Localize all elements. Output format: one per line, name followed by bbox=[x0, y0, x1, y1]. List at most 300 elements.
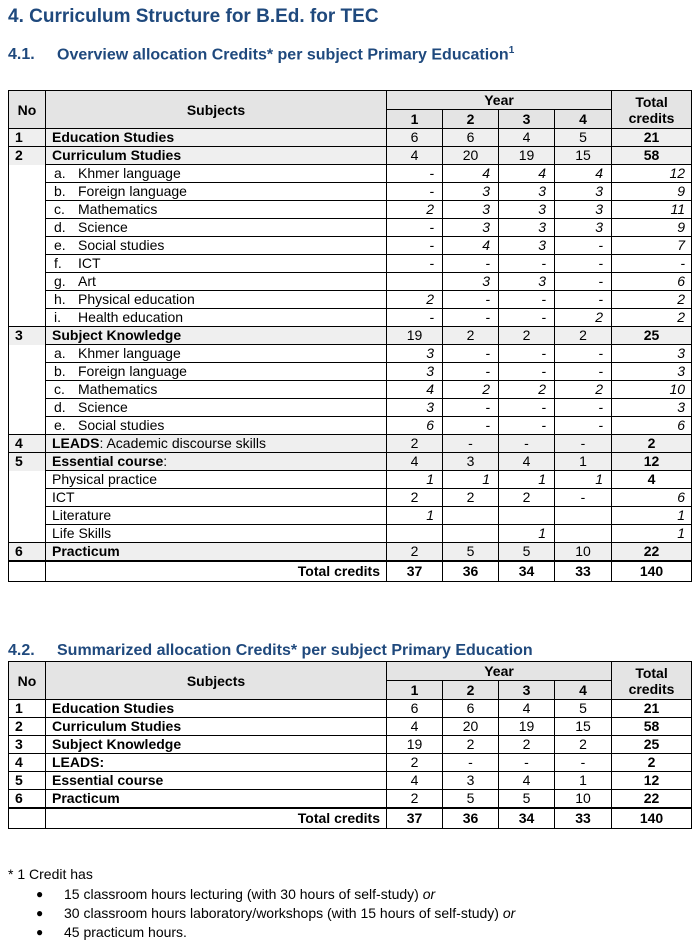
year-1-credits: 6 bbox=[387, 129, 443, 147]
year-4-credits: - bbox=[555, 417, 612, 435]
year-2-credits: - bbox=[443, 754, 499, 772]
table-row bbox=[9, 754, 692, 772]
row-number bbox=[9, 183, 46, 201]
year-3-credits: 5 bbox=[499, 790, 555, 809]
subject-name bbox=[46, 309, 387, 327]
year-1-header: 1 bbox=[387, 110, 443, 129]
table-row bbox=[9, 237, 692, 255]
total-credits: 10 bbox=[612, 381, 692, 399]
year-2-credits: - bbox=[443, 309, 499, 327]
year-1-credits: 4 bbox=[387, 718, 443, 736]
year-1-credits: 4 bbox=[387, 381, 443, 399]
year-2-credits: 3 bbox=[443, 183, 499, 201]
subject-name bbox=[46, 291, 387, 309]
table-row bbox=[9, 147, 692, 165]
table-row bbox=[9, 718, 692, 736]
year-2-credits: 4 bbox=[443, 165, 499, 183]
year-1-credits: - bbox=[387, 219, 443, 237]
total-credits: 12 bbox=[612, 453, 692, 471]
subject-letter: a. bbox=[54, 345, 66, 361]
row-number bbox=[9, 381, 46, 399]
no-header: No bbox=[9, 662, 46, 700]
subject-title: Khmer language bbox=[78, 165, 181, 181]
total-credits: 3 bbox=[612, 399, 692, 417]
year-3-credits: 4 bbox=[499, 453, 555, 471]
subject-title: Science bbox=[78, 219, 128, 235]
year-3-credits: - bbox=[499, 363, 555, 381]
table-row bbox=[9, 790, 692, 809]
subject-letter: c. bbox=[54, 381, 65, 397]
year-2-credits: 1 bbox=[443, 471, 499, 489]
table-row bbox=[9, 453, 692, 471]
year-1-credits: - bbox=[387, 165, 443, 183]
credit-footnote bbox=[8, 866, 515, 942]
total-credits: 9 bbox=[612, 219, 692, 237]
year-1-credits bbox=[387, 525, 443, 543]
total-credits: 2 bbox=[612, 754, 692, 772]
year-3-credits bbox=[499, 507, 555, 525]
table-row bbox=[9, 381, 692, 399]
subject-title: Life Skills bbox=[52, 525, 112, 541]
year-2-credits: - bbox=[443, 291, 499, 309]
year-4-credits: 4 bbox=[555, 165, 612, 183]
section-title: Overview allocation Credits* per subject Primary Education bbox=[57, 46, 509, 64]
subject-title: Literature bbox=[52, 507, 112, 523]
total-credits: 58 bbox=[612, 718, 692, 736]
subject-name bbox=[46, 255, 387, 273]
table-row bbox=[9, 543, 692, 562]
row-number bbox=[9, 273, 46, 291]
total-credits: 11 bbox=[612, 201, 692, 219]
year-4-total: 33 bbox=[555, 561, 612, 582]
year-1-credits: 4 bbox=[387, 772, 443, 790]
subject-name: Practicum bbox=[46, 790, 387, 809]
total-credits-header: Total credits bbox=[612, 91, 692, 129]
row-number bbox=[9, 417, 46, 435]
year-1-credits: 3 bbox=[387, 363, 443, 381]
bullet-icon: ● bbox=[36, 887, 44, 901]
year-1-credits: - bbox=[387, 309, 443, 327]
subject-title: Physical education bbox=[78, 291, 195, 307]
row-number: 4 bbox=[9, 754, 46, 772]
year-2-header: 2 bbox=[443, 110, 499, 129]
year-3-header: 3 bbox=[499, 681, 555, 700]
year-1-credits: 4 bbox=[387, 453, 443, 471]
year-1-credits: 19 bbox=[387, 327, 443, 345]
table-row bbox=[9, 345, 692, 363]
subject-letter: h. bbox=[54, 291, 66, 307]
table-row bbox=[9, 736, 692, 754]
subject-suffix: : Academic discourse skills bbox=[99, 435, 266, 451]
subject-title: Mathematics bbox=[78, 381, 158, 397]
total-credits: 6 bbox=[612, 489, 692, 507]
year-1-credits: - bbox=[387, 237, 443, 255]
year-4-total: 33 bbox=[555, 808, 612, 829]
subject-title: Curriculum Studies bbox=[52, 147, 182, 163]
row-number bbox=[9, 345, 46, 363]
year-2-credits: - bbox=[443, 417, 499, 435]
bullet-icon: ● bbox=[36, 925, 44, 939]
row-number bbox=[9, 201, 46, 219]
year-4-credits: - bbox=[555, 399, 612, 417]
subject-letter: f. bbox=[54, 255, 62, 271]
subject-name bbox=[46, 525, 387, 543]
total-credits: 6 bbox=[612, 417, 692, 435]
year-4-header: 4 bbox=[555, 681, 612, 700]
year-3-credits: 4 bbox=[499, 129, 555, 147]
year-4-credits: - bbox=[555, 489, 612, 507]
year-1-total: 37 bbox=[387, 808, 443, 829]
year-3-credits: 4 bbox=[499, 700, 555, 718]
year-1-total: 37 bbox=[387, 561, 443, 582]
year-1-credits: - bbox=[387, 183, 443, 201]
subject-title: Art bbox=[78, 273, 96, 289]
subject-title: Subject Knowledge bbox=[52, 327, 182, 343]
table-row bbox=[9, 327, 692, 345]
subject-title: Foreign language bbox=[78, 183, 187, 199]
row-number: 6 bbox=[9, 543, 46, 562]
year-4-credits: - bbox=[555, 754, 612, 772]
year-1-credits: 1 bbox=[387, 471, 443, 489]
row-number: 1 bbox=[9, 700, 46, 718]
subject-name bbox=[46, 489, 387, 507]
year-4-credits: 3 bbox=[555, 183, 612, 201]
page-heading: 4. Curriculum Structure for B.Ed. for TEC bbox=[8, 6, 379, 27]
year-4-credits: - bbox=[555, 255, 612, 273]
year-3-credits: 4 bbox=[499, 165, 555, 183]
subject-suffix: : bbox=[163, 453, 168, 469]
table-row bbox=[9, 309, 692, 327]
subject-name bbox=[46, 165, 387, 183]
footnote-conjunction: or bbox=[422, 886, 436, 902]
year-2-credits: 3 bbox=[443, 201, 499, 219]
subject-name: Curriculum Studies bbox=[46, 718, 387, 736]
subject-name bbox=[46, 543, 387, 562]
total-credits: 2 bbox=[612, 435, 692, 453]
year-1-credits: 2 bbox=[387, 201, 443, 219]
subject-name bbox=[46, 363, 387, 381]
year-1-credits: 3 bbox=[387, 399, 443, 417]
year-4-credits: 3 bbox=[555, 201, 612, 219]
no-header: No bbox=[9, 91, 46, 129]
subject-name bbox=[46, 201, 387, 219]
total-credits-label: Total credits bbox=[46, 561, 387, 582]
year-1-credits: 6 bbox=[387, 417, 443, 435]
footnote-item bbox=[8, 904, 515, 923]
table-row bbox=[9, 435, 692, 453]
total-credits: 12 bbox=[612, 165, 692, 183]
subject-name bbox=[46, 129, 387, 147]
year-2-credits: - bbox=[443, 435, 499, 453]
table-header-row bbox=[9, 91, 692, 110]
subject-title: ICT bbox=[52, 489, 75, 505]
row-number bbox=[9, 165, 46, 183]
footnote-item bbox=[8, 885, 515, 904]
table-header-row bbox=[9, 662, 692, 681]
subject-letter: c. bbox=[54, 201, 65, 217]
year-1-credits: 2 bbox=[387, 489, 443, 507]
total-credits-row bbox=[9, 808, 692, 829]
subject-title: Social studies bbox=[78, 237, 165, 253]
year-3-credits: 3 bbox=[499, 273, 555, 291]
year-4-credits: - bbox=[555, 273, 612, 291]
year-2-credits: 20 bbox=[443, 147, 499, 165]
total-row-spacer bbox=[9, 561, 46, 582]
footnote-text: 45 practicum hours. bbox=[64, 924, 187, 940]
year-4-credits: 10 bbox=[555, 543, 612, 562]
footnote-item bbox=[8, 923, 515, 942]
subject-name: Essential course bbox=[46, 772, 387, 790]
year-4-credits: 2 bbox=[555, 327, 612, 345]
year-3-header: 3 bbox=[499, 110, 555, 129]
year-3-credits: - bbox=[499, 255, 555, 273]
year-4-credits: 2 bbox=[555, 381, 612, 399]
row-number: 3 bbox=[9, 736, 46, 754]
year-2-credits bbox=[443, 525, 499, 543]
year-2-credits: - bbox=[443, 363, 499, 381]
year-4-credits bbox=[555, 507, 612, 525]
year-4-credits: - bbox=[555, 435, 612, 453]
year-1-credits: 2 bbox=[387, 754, 443, 772]
subject-title: Science bbox=[78, 399, 128, 415]
row-number bbox=[9, 363, 46, 381]
row-number: 6 bbox=[9, 790, 46, 809]
subject-name: Education Studies bbox=[46, 700, 387, 718]
year-4-credits: 15 bbox=[555, 718, 612, 736]
total-credits: - bbox=[612, 255, 692, 273]
year-3-credits: 2 bbox=[499, 489, 555, 507]
subject-letter: i. bbox=[54, 309, 61, 325]
total-credits: 1 bbox=[612, 525, 692, 543]
subject-name bbox=[46, 345, 387, 363]
row-number bbox=[9, 507, 46, 525]
summary-credits-table bbox=[8, 661, 692, 829]
subject-name: LEADS: bbox=[46, 754, 387, 772]
subject-letter: b. bbox=[54, 363, 66, 379]
year-3-credits: 2 bbox=[499, 381, 555, 399]
year-2-total: 36 bbox=[443, 808, 499, 829]
year-1-credits: 2 bbox=[387, 291, 443, 309]
table-row bbox=[9, 201, 692, 219]
year-1-credits bbox=[387, 273, 443, 291]
subject-letter: g. bbox=[54, 273, 66, 289]
row-number: 5 bbox=[9, 453, 46, 471]
total-credits: 21 bbox=[612, 129, 692, 147]
year-4-credits: - bbox=[555, 363, 612, 381]
total-credits: 12 bbox=[612, 772, 692, 790]
year-2-credits: 4 bbox=[443, 237, 499, 255]
subject-name bbox=[46, 417, 387, 435]
table-row bbox=[9, 291, 692, 309]
year-3-credits: 2 bbox=[499, 736, 555, 754]
year-3-credits: - bbox=[499, 754, 555, 772]
year-1-credits: 6 bbox=[387, 700, 443, 718]
subject-title: Essential course bbox=[52, 453, 164, 469]
subject-name bbox=[46, 273, 387, 291]
footnote-text: 15 classroom hours lecturing (with 30 hours of self-study) bbox=[64, 886, 423, 902]
row-number: 2 bbox=[9, 718, 46, 736]
subject-name bbox=[46, 327, 387, 345]
year-3-credits: 2 bbox=[499, 327, 555, 345]
subject-name bbox=[46, 219, 387, 237]
table-row bbox=[9, 507, 692, 525]
footnote-list bbox=[8, 885, 515, 942]
subject-title: Health education bbox=[78, 309, 184, 325]
table-row bbox=[9, 525, 692, 543]
table-row bbox=[9, 165, 692, 183]
year-2-credits: 2 bbox=[443, 327, 499, 345]
section-number: 4.2. bbox=[8, 642, 35, 659]
subject-title: Social studies bbox=[78, 417, 165, 433]
subject-name bbox=[46, 147, 387, 165]
row-number bbox=[9, 219, 46, 237]
year-3-credits: 3 bbox=[499, 219, 555, 237]
total-credits: 3 bbox=[612, 345, 692, 363]
total-credits-header: Total credits bbox=[612, 662, 692, 700]
total-credits: 9 bbox=[612, 183, 692, 201]
year-2-credits: 3 bbox=[443, 453, 499, 471]
year-3-credits: 19 bbox=[499, 718, 555, 736]
total-credits: 25 bbox=[612, 736, 692, 754]
row-number bbox=[9, 525, 46, 543]
year-3-credits: - bbox=[499, 345, 555, 363]
year-header: Year bbox=[387, 662, 612, 681]
year-2-credits: 6 bbox=[443, 700, 499, 718]
total-credits: 4 bbox=[612, 471, 692, 489]
row-number: 3 bbox=[9, 327, 46, 345]
total-credits: 21 bbox=[612, 700, 692, 718]
row-number: 2 bbox=[9, 147, 46, 165]
total-credits: 22 bbox=[612, 543, 692, 562]
year-2-credits: 5 bbox=[443, 543, 499, 562]
footnote-text: 30 classroom hours laboratory/workshops (with 15 hours of self-study) bbox=[64, 905, 503, 921]
table-row bbox=[9, 700, 692, 718]
footnote-title: * 1 Credit has bbox=[8, 866, 93, 882]
total-row-spacer bbox=[9, 808, 46, 829]
year-4-credits: 5 bbox=[555, 700, 612, 718]
subject-name bbox=[46, 471, 387, 489]
year-3-total: 34 bbox=[499, 808, 555, 829]
subject-title: Khmer language bbox=[78, 345, 181, 361]
year-2-credits: 5 bbox=[443, 790, 499, 809]
total-credits-label: Total credits bbox=[46, 808, 387, 829]
year-1-credits: 19 bbox=[387, 736, 443, 754]
total-credits: 1 bbox=[612, 507, 692, 525]
year-3-credits: - bbox=[499, 399, 555, 417]
year-4-credits: - bbox=[555, 291, 612, 309]
year-1-credits: 3 bbox=[387, 345, 443, 363]
subjects-header: Subjects bbox=[46, 91, 387, 129]
grand-total: 140 bbox=[612, 808, 692, 829]
row-number: 1 bbox=[9, 129, 46, 147]
year-3-credits: 3 bbox=[499, 201, 555, 219]
year-4-credits: 2 bbox=[555, 736, 612, 754]
year-3-credits: 19 bbox=[499, 147, 555, 165]
year-3-total: 34 bbox=[499, 561, 555, 582]
table-row bbox=[9, 183, 692, 201]
year-4-credits: 1 bbox=[555, 772, 612, 790]
year-4-credits: 1 bbox=[555, 471, 612, 489]
year-2-credits: 2 bbox=[443, 736, 499, 754]
year-3-credits: - bbox=[499, 291, 555, 309]
year-1-credits: 4 bbox=[387, 147, 443, 165]
subject-title: Mathematics bbox=[78, 201, 158, 217]
row-number: 5 bbox=[9, 772, 46, 790]
subject-title: LEADS bbox=[52, 435, 100, 451]
subject-name bbox=[46, 381, 387, 399]
year-3-credits: - bbox=[499, 417, 555, 435]
table-row bbox=[9, 489, 692, 507]
total-credits: 2 bbox=[612, 291, 692, 309]
year-1-credits: 2 bbox=[387, 543, 443, 562]
year-4-credits: 10 bbox=[555, 790, 612, 809]
table-row bbox=[9, 273, 692, 291]
year-2-header: 2 bbox=[443, 681, 499, 700]
row-number bbox=[9, 237, 46, 255]
table-row bbox=[9, 471, 692, 489]
year-4-credits: 5 bbox=[555, 129, 612, 147]
table-row bbox=[9, 129, 692, 147]
total-credits: 2 bbox=[612, 309, 692, 327]
year-3-credits: 1 bbox=[499, 471, 555, 489]
year-2-credits: 20 bbox=[443, 718, 499, 736]
year-3-credits: 3 bbox=[499, 183, 555, 201]
row-number bbox=[9, 471, 46, 489]
overview-credits-table bbox=[8, 90, 692, 582]
row-number bbox=[9, 291, 46, 309]
subject-letter: e. bbox=[54, 417, 66, 433]
table-row bbox=[9, 363, 692, 381]
year-2-credits: 2 bbox=[443, 381, 499, 399]
subject-name: Subject Knowledge bbox=[46, 736, 387, 754]
year-4-credits: - bbox=[555, 345, 612, 363]
subject-name bbox=[46, 399, 387, 417]
year-2-credits: 2 bbox=[443, 489, 499, 507]
year-1-header: 1 bbox=[387, 681, 443, 700]
year-1-credits: 2 bbox=[387, 790, 443, 809]
table-row bbox=[9, 772, 692, 790]
year-2-credits: 3 bbox=[443, 219, 499, 237]
year-4-header: 4 bbox=[555, 110, 612, 129]
subject-title: Education Studies bbox=[52, 129, 175, 145]
subject-name bbox=[46, 435, 387, 453]
year-3-credits: - bbox=[499, 309, 555, 327]
subject-name bbox=[46, 453, 387, 471]
table-row bbox=[9, 399, 692, 417]
table-row bbox=[9, 417, 692, 435]
subject-letter: b. bbox=[54, 183, 66, 199]
total-credits: 58 bbox=[612, 147, 692, 165]
total-credits: 6 bbox=[612, 273, 692, 291]
subject-title: Practicum bbox=[52, 543, 120, 559]
subject-title: Physical practice bbox=[52, 471, 158, 487]
grand-total: 140 bbox=[612, 561, 692, 582]
row-number bbox=[9, 255, 46, 273]
year-4-credits: - bbox=[555, 237, 612, 255]
year-4-credits: 2 bbox=[555, 309, 612, 327]
year-3-credits: 3 bbox=[499, 237, 555, 255]
total-credits: 3 bbox=[612, 363, 692, 381]
subjects-header: Subjects bbox=[46, 662, 387, 700]
year-2-credits: - bbox=[443, 345, 499, 363]
total-credits: 7 bbox=[612, 237, 692, 255]
row-number: 4 bbox=[9, 435, 46, 453]
subject-title: ICT bbox=[78, 255, 101, 271]
year-4-credits: 1 bbox=[555, 453, 612, 471]
table-row bbox=[9, 219, 692, 237]
year-2-credits: 6 bbox=[443, 129, 499, 147]
subject-name bbox=[46, 183, 387, 201]
